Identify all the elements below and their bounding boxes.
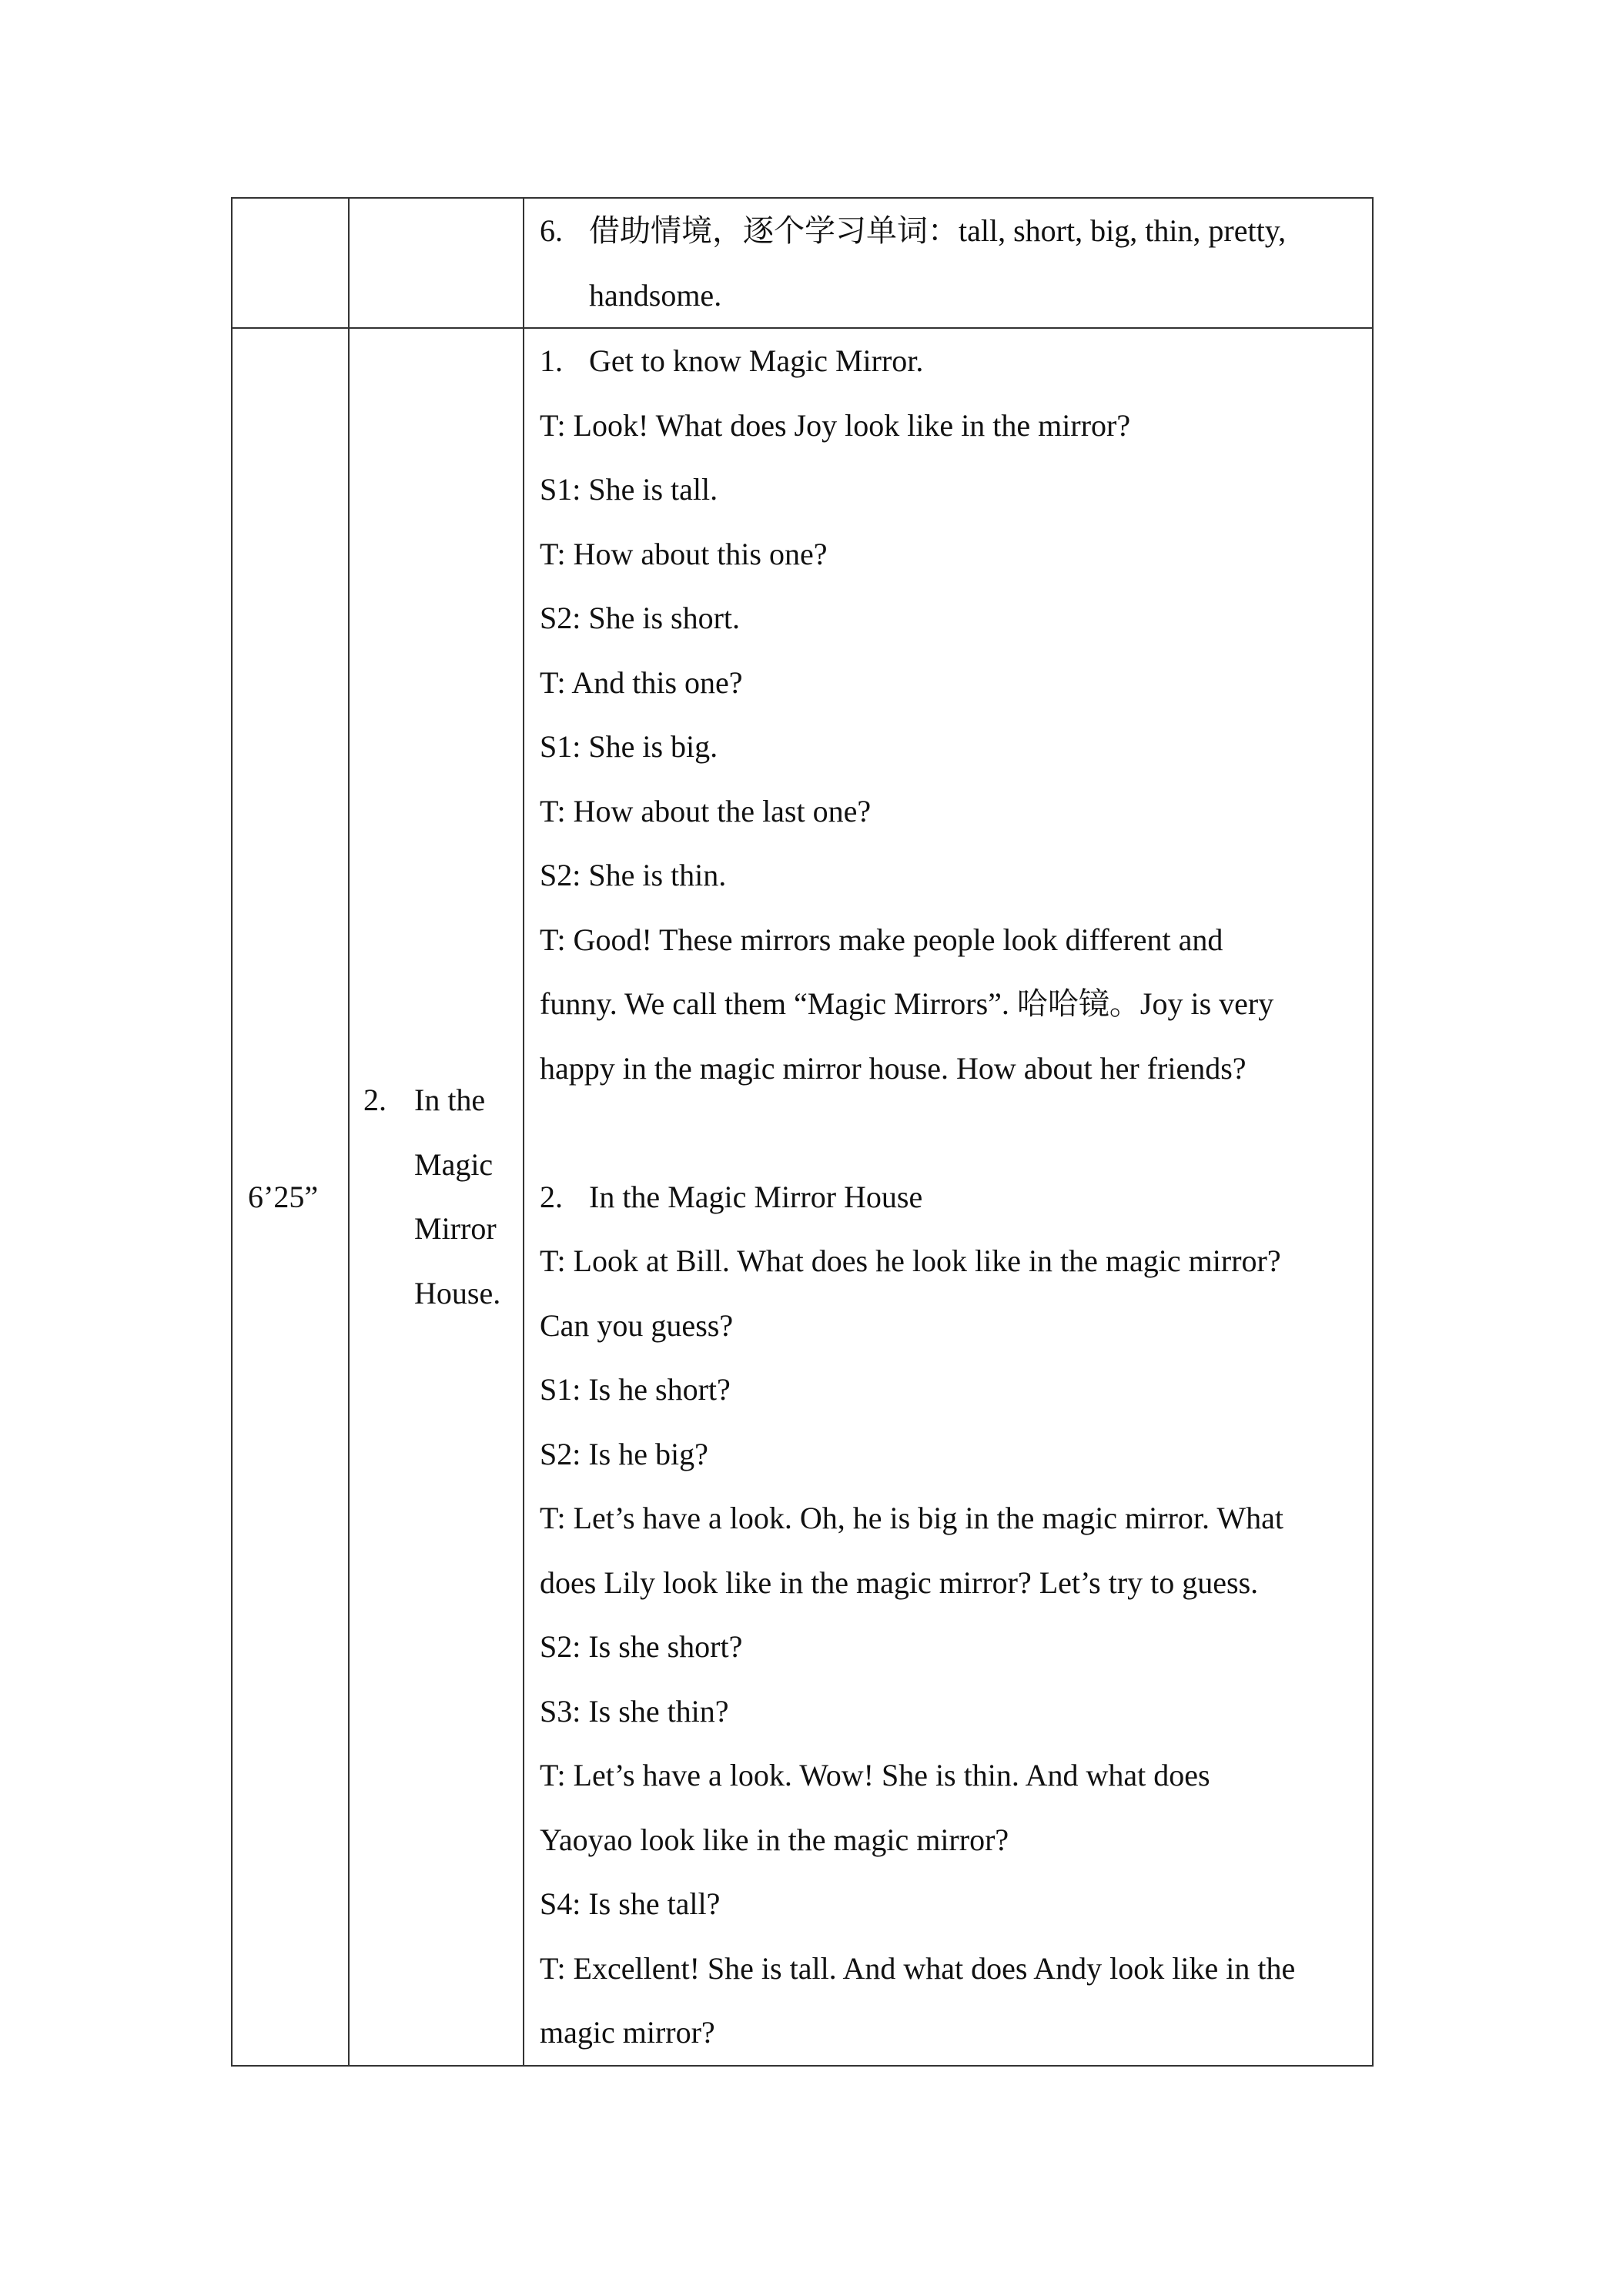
time-cell: 6’25” (232, 328, 349, 2066)
dialogue-line: Can you guess? (540, 1307, 734, 1343)
dialogue-line: T: Excellent! She is tall. And what does Andy look like in the (540, 1950, 1296, 1986)
table-row (232, 328, 1373, 2066)
dialogue-line: T: And this one? (540, 664, 743, 700)
dialogue-line: T: Let’s have a look. Oh, he is big in the magic mirror. What (540, 1501, 1283, 1535)
step-cell (349, 328, 524, 2066)
dialogue-line: happy in the magic mirror house. How about her friends? (540, 1050, 1247, 1086)
step-number: 2. (363, 1083, 387, 1118)
dialogue-line: T: Let’s have a look. Wow! She is thin. And what does (540, 1758, 1210, 1792)
list-item (540, 199, 1355, 263)
dialogue-line: T: Good! These mirrors make people look different and (540, 922, 1223, 957)
dialogue-line: T: Look at Bill. What does he look like in the magic mirror? (540, 1243, 1281, 1278)
dialogue-line: S1: Is he short? (540, 1372, 731, 1407)
content-cell (524, 328, 1373, 2066)
list-item (540, 329, 1355, 393)
dialogue-line: S4: Is she tall? (540, 1886, 721, 1921)
dialogue-line: does Lily look like in the magic mirror? Let’s try to guess. (540, 1565, 1259, 1600)
item-continuation: handsome. (589, 277, 722, 313)
time-cell (232, 198, 349, 328)
lesson-plan-table (231, 197, 1374, 2067)
item-title: Get to know Magic Mirror. (589, 343, 924, 378)
dialogue-line: S3: Is she thin? (540, 1693, 729, 1729)
table-row (232, 198, 1373, 328)
dialogue-line: S1: She is tall. (540, 472, 718, 507)
dialogue-line: S2: She is short. (540, 601, 741, 635)
dialogue-line: S1: She is big. (540, 729, 718, 764)
step-title: In the Magic Mirror House. (414, 1083, 501, 1310)
dialogue-line: T: Look! What does Joy look like in the mirror? (540, 407, 1131, 443)
item-number: 1. (540, 343, 563, 378)
content-cell (524, 198, 1373, 328)
item-number: 6. (540, 213, 563, 248)
item-number: 2. (540, 1179, 563, 1214)
dialogue-line: T: How about this one? (540, 536, 828, 571)
step-cell (349, 198, 524, 328)
dialogue-line: funny. We call them “Magic Mirrors”. 哈哈镜。Joy is very (540, 986, 1274, 1021)
item-text: 借助情境，逐个学习单词：tall, short, big, thin, pretty, (589, 213, 1287, 248)
dialogue-line: Yaoyao look like in the magic mirror? (540, 1822, 1009, 1857)
item-title: In the Magic Mirror House (589, 1179, 923, 1214)
dialogue-line: S2: She is thin. (540, 858, 727, 892)
dialogue-line: magic mirror? (540, 2015, 715, 2050)
blank-line (540, 1100, 1355, 1165)
dialogue-line: S2: Is he big? (540, 1436, 708, 1471)
dialogue-line: T: How about the last one? (540, 793, 872, 828)
dialogue-line: S2: Is she short? (540, 1629, 743, 1664)
list-item (540, 1165, 1355, 1230)
